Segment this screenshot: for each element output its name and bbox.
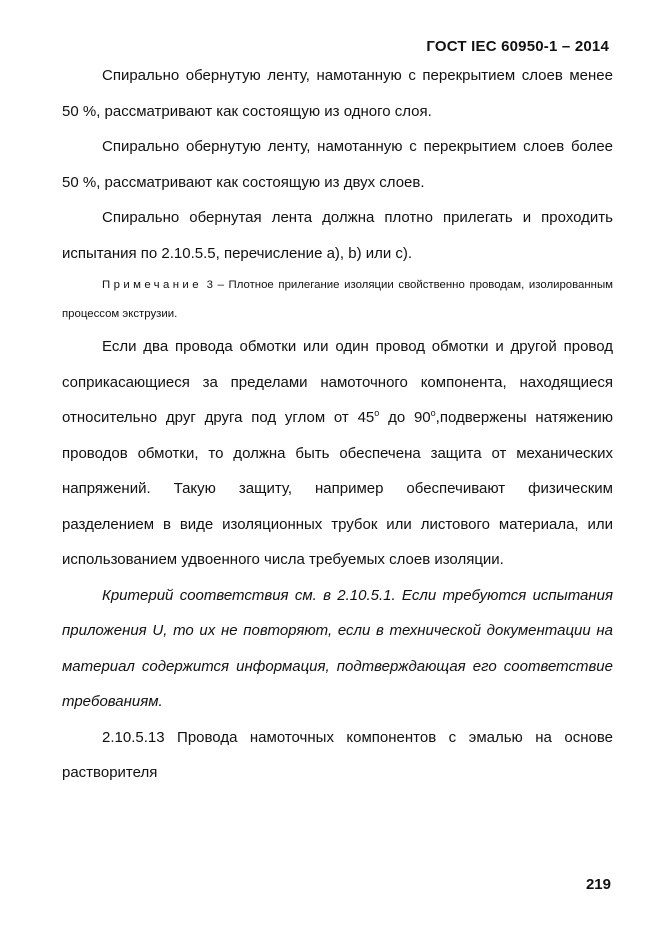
paragraph-spiral-tape-more-50: Спирально обернутую ленту, намотанную с перекрытием слоев более 50 %, рассматривают как состоящую из двух слоев. [62,138,613,191]
page-body [62,58,613,791]
note-label: Примечание [102,279,202,291]
section-2-10-5-13-heading: 2.10.5.13 Провода намоточных компонентов с эмалью на основе растворителя [62,728,613,781]
paragraph-winding-wires-part2: до 90 [379,409,431,426]
compliance-criterion: Критерий соответствия см. в 2.10.5.1. Если требуются испытания приложения U, то их не повторяют, если в технической документации на материал содержится информация, подтверждающая его соответствие требованиям. [62,586,613,710]
document-code-header: ГОСТ IEC 60950-1 – 2014 [426,38,609,55]
paragraph-winding-wires-part1: Если два провода обмотки или один провод обмотки и другой провод соприкасающиеся за пределами намоточного компонента, находящиеся относительно друг друга под углом от 45 [62,338,613,426]
note-text: 3 – Плотное прилегание изоляции свойственно проводам, изолированным процессом экструзии. [62,279,613,320]
paragraph-winding-wires [62,329,613,578]
paragraph-spiral-tape-tight: Спирально обернутая лента должна плотно прилегать и проходить испытания по 2.10.5.5, перечисление а), b) или с). [62,209,613,262]
page-number: 219 [585,876,611,893]
paragraph-spiral-tape-less-50: Спирально обернутую ленту, намотанную с перекрытием слоев менее 50 %, рассматривают как состоящую из одного слоя. [62,67,613,120]
note-3 [62,271,613,329]
degree-sup-2: о [430,408,436,418]
paragraph-winding-wires-part3: ,подвержены натяжению проводов обмотки, то должна быть обеспечена защита от механических напряжений. Такую защиту, например обеспечивают физическим разделением в виде изоляционных трубок или листового материала, или использованием удвоенного числа требуемых слоев изоляции. [62,409,613,568]
degree-sup-1: о [374,408,380,418]
